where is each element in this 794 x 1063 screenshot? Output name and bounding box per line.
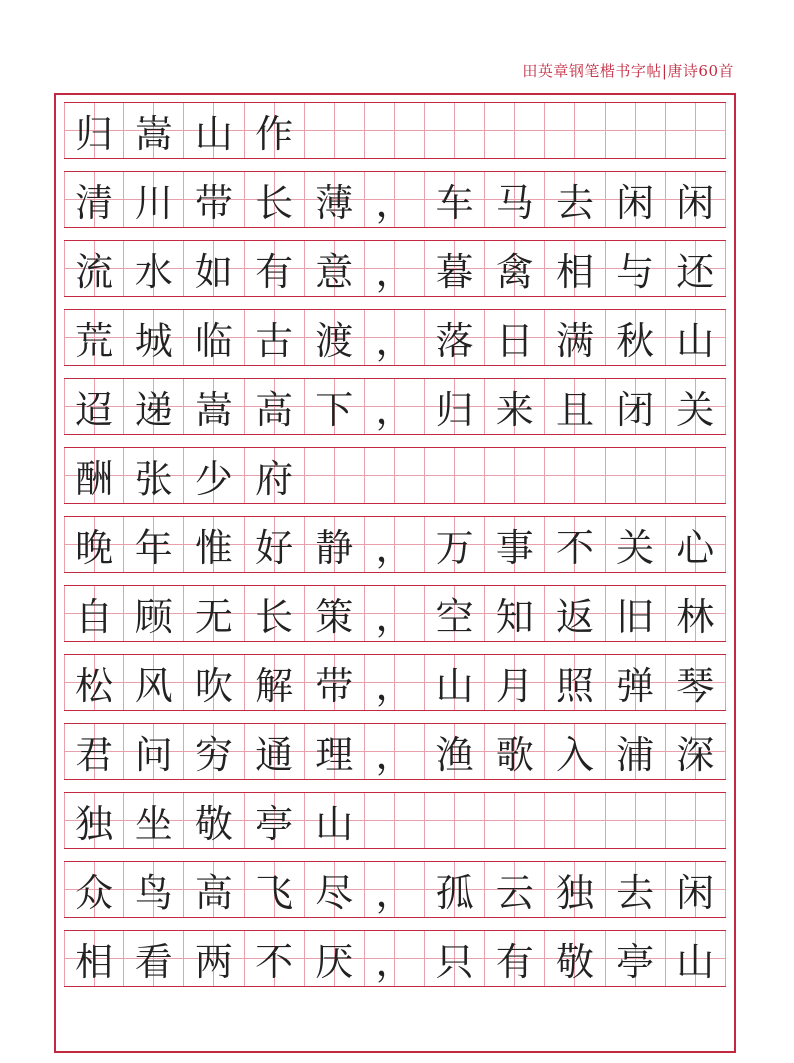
- character: 厌: [315, 940, 354, 984]
- grid-cell: [606, 931, 666, 986]
- character: 长: [255, 595, 294, 639]
- grid-cell: [606, 310, 666, 365]
- grid-cell: [305, 793, 365, 848]
- character: 归: [435, 388, 474, 432]
- character: 日: [495, 319, 534, 363]
- character: 流: [75, 250, 114, 294]
- character: 府: [255, 457, 294, 501]
- character: 张: [134, 457, 173, 501]
- character: 看: [134, 940, 173, 984]
- grid-cell: [64, 931, 124, 986]
- character: 且: [555, 388, 594, 432]
- character: 理: [315, 733, 354, 777]
- character: 暮: [435, 250, 474, 294]
- grid-cell: [124, 586, 184, 641]
- grid-cell: [64, 862, 124, 917]
- grid-cell: [64, 793, 124, 848]
- grid-row: [64, 861, 726, 918]
- character: 古: [255, 319, 294, 363]
- character: ，: [375, 940, 414, 984]
- grid-cell: [245, 172, 305, 227]
- grid-cell: [305, 862, 365, 917]
- grid-cell: [184, 103, 244, 158]
- grid-cell: [606, 724, 666, 779]
- character-grid: [64, 102, 726, 1047]
- grid-cell: [245, 241, 305, 296]
- character: 尽: [315, 871, 354, 915]
- grid-row: [64, 447, 726, 504]
- grid-cell: [184, 517, 244, 572]
- grid-cell: [606, 655, 666, 710]
- character: 坐: [134, 802, 173, 846]
- grid-cell: [666, 586, 726, 641]
- grid-cell: [184, 241, 244, 296]
- grid-cell: [485, 724, 545, 779]
- character: 无: [194, 595, 233, 639]
- grid-cell: [305, 655, 365, 710]
- grid-cell: [245, 931, 305, 986]
- grid-cell: [124, 724, 184, 779]
- grid-cell: [485, 379, 545, 434]
- grid-cell: [606, 586, 666, 641]
- grid-cell: [245, 724, 305, 779]
- character: 还: [676, 250, 715, 294]
- grid-cell: [365, 103, 425, 158]
- grid-cell: [545, 172, 605, 227]
- character: 城: [134, 319, 173, 363]
- character: 两: [194, 940, 233, 984]
- grid-cell: [305, 241, 365, 296]
- grid-cell: [425, 517, 485, 572]
- grid-cell: [365, 310, 425, 365]
- character: 相: [75, 940, 114, 984]
- grid-cell: [365, 793, 425, 848]
- grid-row: [64, 102, 726, 159]
- grid-cell: [425, 724, 485, 779]
- grid-cell: [64, 586, 124, 641]
- grid-cell: [184, 862, 244, 917]
- grid-cell: [666, 793, 726, 848]
- grid-cell: [305, 103, 365, 158]
- grid-cell: [425, 655, 485, 710]
- character: ，: [375, 664, 414, 708]
- grid-cell: [64, 241, 124, 296]
- grid-cell: [485, 793, 545, 848]
- character: 高: [255, 388, 294, 432]
- character: 好: [255, 526, 294, 570]
- grid-cell: [305, 517, 365, 572]
- character: 敬: [555, 940, 594, 984]
- grid-cell: [64, 655, 124, 710]
- grid-cell: [545, 241, 605, 296]
- character: 解: [255, 664, 294, 708]
- character: 山: [435, 664, 474, 708]
- character: 山: [315, 802, 354, 846]
- character: 带: [194, 181, 233, 225]
- grid-row: [64, 585, 726, 642]
- character: 高: [194, 871, 233, 915]
- grid-cell: [545, 103, 605, 158]
- grid-cell: [666, 241, 726, 296]
- character: 递: [134, 388, 173, 432]
- character: 关: [616, 526, 655, 570]
- character: 意: [315, 250, 354, 294]
- grid-cell: [365, 862, 425, 917]
- grid-cell: [245, 586, 305, 641]
- grid-cell: [666, 931, 726, 986]
- character: 空: [435, 595, 474, 639]
- character: 独: [75, 802, 114, 846]
- grid-cell: [184, 724, 244, 779]
- grid-row: [64, 378, 726, 435]
- grid-cell: [124, 448, 184, 503]
- character: 返: [555, 595, 594, 639]
- grid-cell: [666, 517, 726, 572]
- grid-cell: [64, 379, 124, 434]
- character: ，: [375, 595, 414, 639]
- grid-cell: [545, 448, 605, 503]
- grid-cell: [305, 172, 365, 227]
- grid-cell: [606, 241, 666, 296]
- grid-cell: [666, 103, 726, 158]
- grid-cell: [245, 793, 305, 848]
- grid-cell: [124, 241, 184, 296]
- character: 穷: [194, 733, 233, 777]
- grid-cell: [124, 655, 184, 710]
- character: 吹: [194, 664, 233, 708]
- character: 问: [134, 733, 173, 777]
- character: 弹: [616, 664, 655, 708]
- page-header: 田英章钢笔楷书字帖|唐诗60首: [522, 62, 734, 80]
- grid-cell: [305, 379, 365, 434]
- character: 照: [555, 664, 594, 708]
- character: 有: [495, 940, 534, 984]
- character: 落: [435, 319, 474, 363]
- character: 事: [495, 526, 534, 570]
- character: 闭: [616, 388, 655, 432]
- grid-row: [64, 723, 726, 780]
- grid-cell: [485, 103, 545, 158]
- grid-cell: [365, 724, 425, 779]
- grid-cell: [606, 379, 666, 434]
- character: 山: [194, 112, 233, 156]
- character: 归: [75, 112, 114, 156]
- grid-cell: [184, 379, 244, 434]
- grid-cell: [245, 448, 305, 503]
- grid-cell: [485, 448, 545, 503]
- grid-cell: [365, 448, 425, 503]
- character: 长: [255, 181, 294, 225]
- character: 迢: [75, 388, 114, 432]
- character: 浦: [616, 733, 655, 777]
- grid-cell: [245, 862, 305, 917]
- grid-cell: [184, 793, 244, 848]
- character: 临: [194, 319, 233, 363]
- character: 如: [194, 250, 233, 294]
- character: ，: [375, 526, 414, 570]
- grid-cell: [305, 931, 365, 986]
- character: ，: [375, 181, 414, 225]
- character: 有: [255, 250, 294, 294]
- grid-cell: [184, 172, 244, 227]
- grid-cell: [485, 931, 545, 986]
- character: 月: [495, 664, 534, 708]
- grid-cell: [124, 379, 184, 434]
- character: 山: [676, 940, 715, 984]
- character: 渡: [315, 319, 354, 363]
- character: 亭: [255, 802, 294, 846]
- grid-cell: [124, 517, 184, 572]
- character: 深: [676, 733, 715, 777]
- grid-cell: [606, 103, 666, 158]
- character: 与: [616, 250, 655, 294]
- character: 通: [255, 733, 294, 777]
- character: 相: [555, 250, 594, 294]
- grid-cell: [545, 379, 605, 434]
- character: 禽: [495, 250, 534, 294]
- character: 亭: [616, 940, 655, 984]
- character: 薄: [315, 181, 354, 225]
- grid-row: [64, 171, 726, 228]
- character: ，: [375, 250, 414, 294]
- grid-cell: [184, 655, 244, 710]
- grid-row: [64, 516, 726, 573]
- grid-cell: [124, 931, 184, 986]
- grid-cell: [184, 931, 244, 986]
- grid-cell: [305, 724, 365, 779]
- character: 林: [676, 595, 715, 639]
- grid-cell: [666, 724, 726, 779]
- character: 带: [315, 664, 354, 708]
- character: 静: [315, 526, 354, 570]
- character: 去: [555, 181, 594, 225]
- character: 晚: [75, 526, 114, 570]
- grid-cell: [425, 103, 485, 158]
- grid-row: [64, 309, 726, 366]
- grid-cell: [606, 862, 666, 917]
- character: 歌: [495, 733, 534, 777]
- grid-cell: [425, 586, 485, 641]
- grid-cell: [606, 448, 666, 503]
- character: 风: [134, 664, 173, 708]
- character: ，: [375, 733, 414, 777]
- character: 策: [315, 595, 354, 639]
- character: 嵩: [194, 388, 233, 432]
- grid-cell: [365, 655, 425, 710]
- character: 来: [495, 388, 534, 432]
- character: 不: [255, 940, 294, 984]
- grid-cell: [365, 241, 425, 296]
- grid-cell: [245, 103, 305, 158]
- character: 满: [555, 319, 594, 363]
- grid-cell: [365, 379, 425, 434]
- character: 车: [435, 181, 474, 225]
- grid-cell: [666, 172, 726, 227]
- grid-cell: [124, 862, 184, 917]
- grid-cell: [666, 448, 726, 503]
- grid-cell: [245, 310, 305, 365]
- grid-cell: [425, 310, 485, 365]
- grid-cell: [64, 310, 124, 365]
- character: ，: [375, 388, 414, 432]
- character: 闲: [616, 181, 655, 225]
- grid-cell: [666, 862, 726, 917]
- character: 嵩: [134, 112, 173, 156]
- character: 水: [134, 250, 173, 294]
- grid-cell: [245, 379, 305, 434]
- grid-cell: [485, 310, 545, 365]
- character: 闲: [676, 871, 715, 915]
- grid-cell: [425, 862, 485, 917]
- character: ，: [375, 319, 414, 363]
- grid-cell: [184, 448, 244, 503]
- grid-cell: [365, 586, 425, 641]
- grid-cell: [545, 793, 605, 848]
- grid-row: [64, 240, 726, 297]
- character: 琴: [676, 664, 715, 708]
- character: 酬: [75, 457, 114, 501]
- character: 旧: [616, 595, 655, 639]
- grid-cell: [545, 655, 605, 710]
- character: 心: [676, 526, 715, 570]
- character: 敬: [194, 802, 233, 846]
- grid-cell: [365, 172, 425, 227]
- character: 不: [555, 526, 594, 570]
- grid-row: [64, 930, 726, 987]
- character: 荒: [75, 319, 114, 363]
- character: 松: [75, 664, 114, 708]
- character: ，: [375, 871, 414, 915]
- grid-cell: [245, 655, 305, 710]
- grid-cell: [64, 448, 124, 503]
- grid-cell: [485, 172, 545, 227]
- grid-cell: [245, 517, 305, 572]
- character: 下: [315, 388, 354, 432]
- grid-cell: [124, 793, 184, 848]
- grid-cell: [666, 310, 726, 365]
- grid-cell: [606, 517, 666, 572]
- grid-cell: [606, 172, 666, 227]
- grid-row: [64, 654, 726, 711]
- grid-cell: [124, 172, 184, 227]
- grid-cell: [485, 241, 545, 296]
- grid-cell: [124, 310, 184, 365]
- grid-cell: [485, 517, 545, 572]
- character: 顾: [134, 595, 173, 639]
- grid-cell: [485, 655, 545, 710]
- grid-cell: [124, 103, 184, 158]
- grid-cell: [64, 103, 124, 158]
- character: 闲: [676, 181, 715, 225]
- character: 去: [616, 871, 655, 915]
- grid-cell: [545, 517, 605, 572]
- grid-cell: [666, 379, 726, 434]
- grid-cell: [64, 724, 124, 779]
- grid-cell: [425, 931, 485, 986]
- grid-cell: [545, 586, 605, 641]
- character: 川: [134, 181, 173, 225]
- grid-cell: [485, 586, 545, 641]
- character: 只: [435, 940, 474, 984]
- character: 少: [194, 457, 233, 501]
- grid-cell: [425, 172, 485, 227]
- grid-cell: [184, 310, 244, 365]
- character: 年: [134, 526, 173, 570]
- grid-cell: [425, 241, 485, 296]
- character: 关: [676, 388, 715, 432]
- character: 知: [495, 595, 534, 639]
- character: 秋: [616, 319, 655, 363]
- character: 山: [676, 319, 715, 363]
- grid-cell: [606, 793, 666, 848]
- character: 自: [75, 595, 114, 639]
- grid-cell: [305, 586, 365, 641]
- character: 渔: [435, 733, 474, 777]
- character: 众: [75, 871, 114, 915]
- grid-cell: [425, 379, 485, 434]
- grid-cell: [425, 448, 485, 503]
- grid-row: [64, 792, 726, 849]
- grid-cell: [545, 862, 605, 917]
- character: 飞: [255, 871, 294, 915]
- grid-cell: [64, 517, 124, 572]
- character: 君: [75, 733, 114, 777]
- character: 作: [255, 112, 294, 156]
- grid-cell: [64, 172, 124, 227]
- character: 清: [75, 181, 114, 225]
- character: 鸟: [134, 871, 173, 915]
- grid-cell: [305, 448, 365, 503]
- character: 惟: [194, 526, 233, 570]
- grid-cell: [184, 586, 244, 641]
- character: 万: [435, 526, 474, 570]
- character: 独: [555, 871, 594, 915]
- grid-cell: [365, 931, 425, 986]
- grid-cell: [365, 517, 425, 572]
- grid-cell: [545, 310, 605, 365]
- grid-cell: [425, 793, 485, 848]
- grid-cell: [666, 655, 726, 710]
- character: 孤: [435, 871, 474, 915]
- grid-cell: [485, 862, 545, 917]
- character: 入: [555, 733, 594, 777]
- character: 云: [495, 871, 534, 915]
- grid-cell: [545, 931, 605, 986]
- grid-cell: [305, 310, 365, 365]
- grid-cell: [545, 724, 605, 779]
- character: 马: [495, 181, 534, 225]
